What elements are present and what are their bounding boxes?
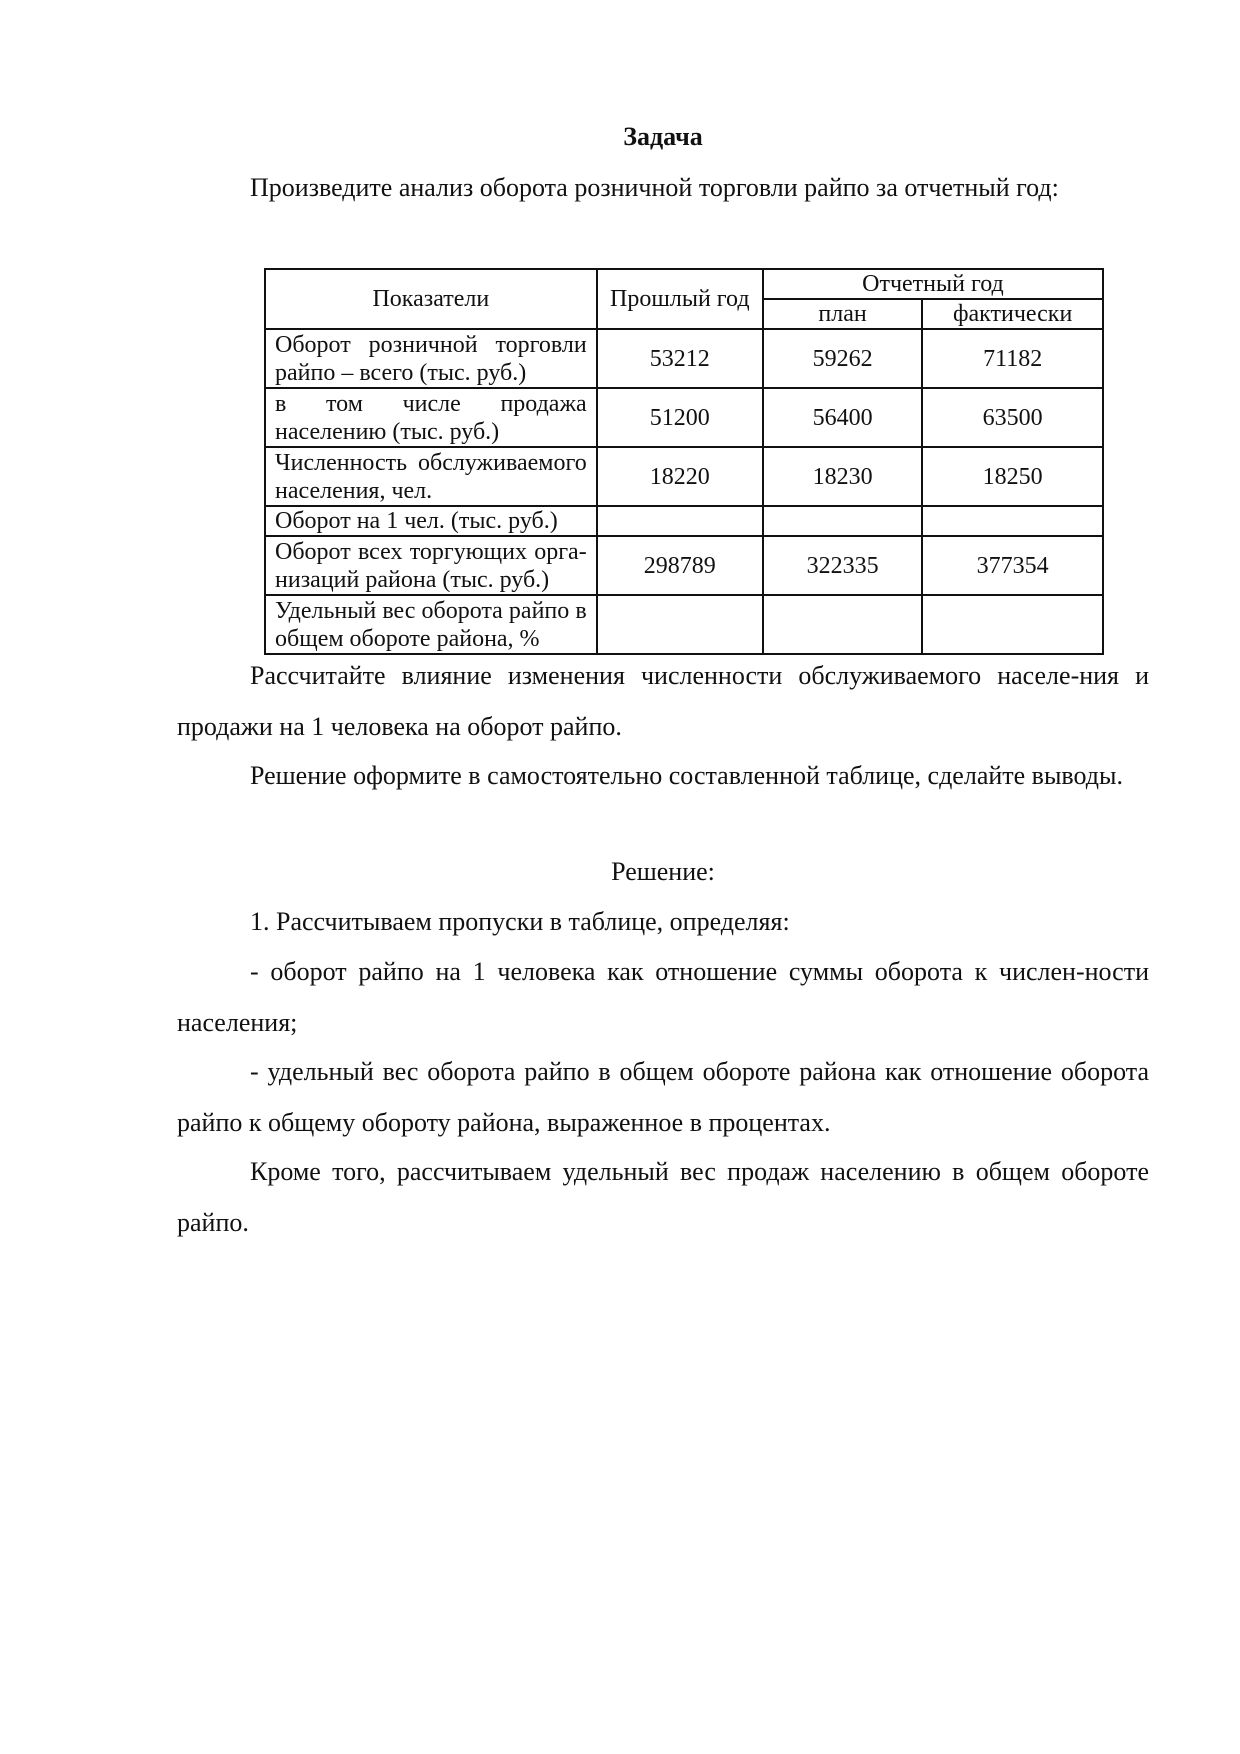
header-plan: план [763,299,922,329]
table-row [265,536,1103,595]
row-label: Оборот розничной торговли райпо – всего (тыс. руб.) [265,329,597,388]
header-actual: фактически [922,299,1103,329]
cell-plan [763,506,922,536]
cell-actual: 377354 [922,536,1103,595]
influence-paragraph: Рассчитайте влияние изменения численности обслуживаемого населе-ния и продажи на 1 человека на оборот райпо. [177,661,1149,741]
cell-last-year: 18220 [597,447,763,506]
header-indicators: Показатели [265,269,597,329]
cell-plan: 59262 [763,329,922,388]
table-row [265,447,1103,506]
row-label: в том числе продажа населению (тыс. руб.) [265,388,597,447]
bullet-1-paragraph: - оборот райпо на 1 человека как отношение суммы оборота к числен-ности населения; [177,957,1149,1037]
cell-plan: 18230 [763,447,922,506]
cell-last-year: 51200 [597,388,763,447]
document-title: Задача [623,122,703,151]
header-report-year: Отчетный год [763,269,1103,299]
task-intro: Произведите анализ оборота розничной торговли райпо за отчетный год: [250,173,1059,202]
additionally-paragraph: Кроме того, рассчитываем удельный вес продаж населению в общем обороте райпо. [177,1157,1149,1237]
cell-actual [922,506,1103,536]
table-row [265,595,1103,654]
table-header-row [265,269,1103,299]
cell-actual: 18250 [922,447,1103,506]
bullet-2-paragraph: - удельный вес оборота райпо в общем обороте района как отношение оборота райпо к общему обороту района, выраженное в процентах. [177,1057,1149,1137]
row-label: Численность обслуживаемого населения, чел. [265,447,597,506]
table-row [265,388,1103,447]
cell-plan: 56400 [763,388,922,447]
cell-last-year [597,595,763,654]
cell-actual: 63500 [922,388,1103,447]
format-paragraph: Решение оформите в самостоятельно составленной таблице, сделайте выводы. [250,761,1123,790]
step-1-paragraph: 1. Рассчитываем пропуски в таблице, определяя: [250,907,790,936]
header-last-year: Прошлый год [597,269,763,329]
row-label: Оборот на 1 чел. (тыс. руб.) [265,506,597,536]
cell-last-year: 53212 [597,329,763,388]
table-row [265,329,1103,388]
cell-actual: 71182 [922,329,1103,388]
solution-heading: Решение: [611,857,715,886]
indicators-table [264,268,1104,655]
row-label: Оборот всех торгующих орга-низаций района (тыс. руб.) [265,536,597,595]
cell-last-year: 298789 [597,536,763,595]
row-label: Удельный вес оборота райпо в общем обороте района, % [265,595,597,654]
cell-plan: 322335 [763,536,922,595]
table-row [265,506,1103,536]
cell-actual [922,595,1103,654]
cell-last-year [597,506,763,536]
cell-plan [763,595,922,654]
